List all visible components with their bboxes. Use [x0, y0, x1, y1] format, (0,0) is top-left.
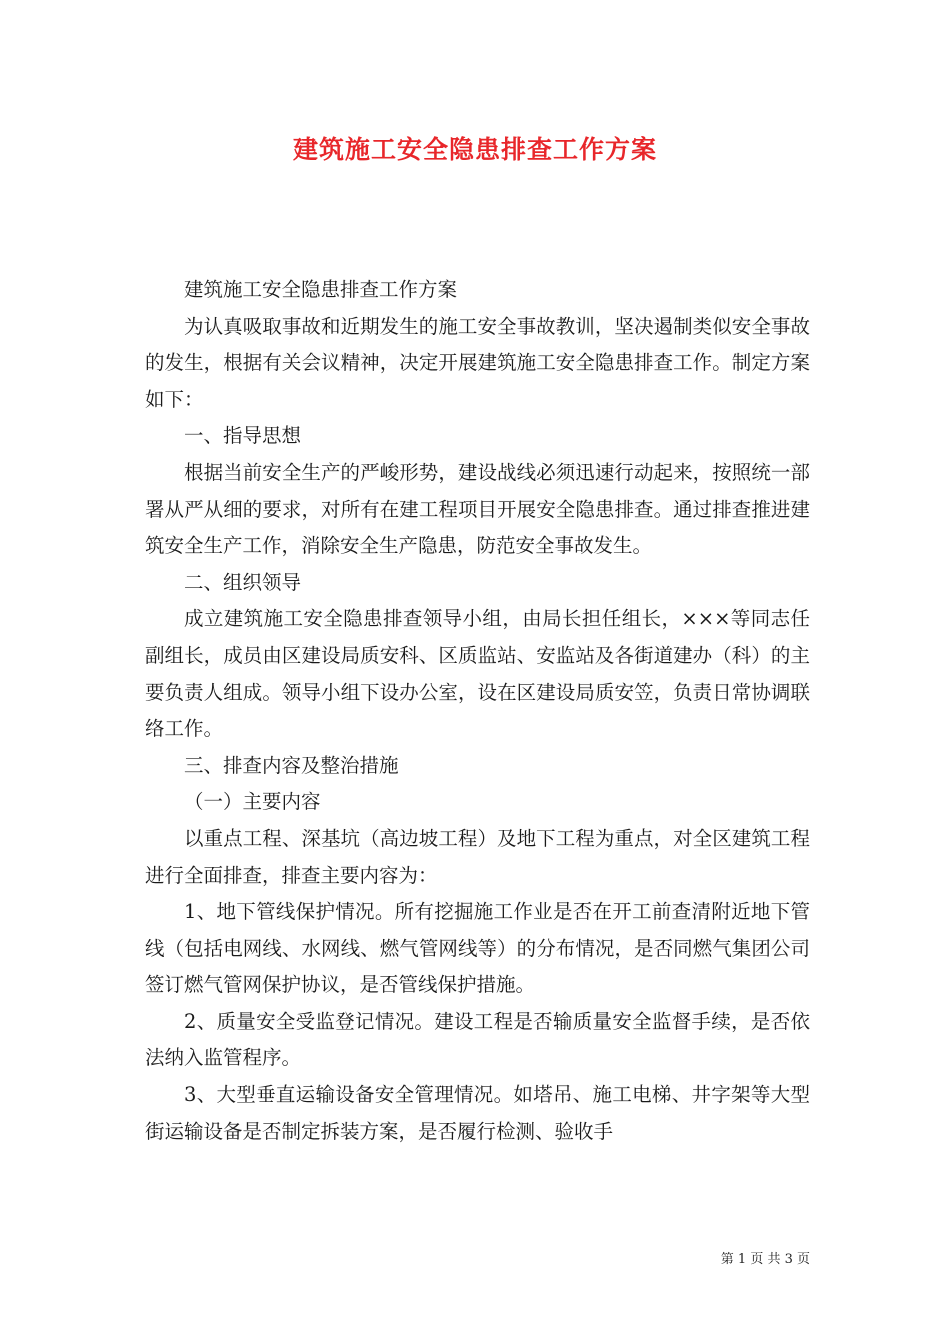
list-item-equipment: 3、大型垂直运输设备安全管理情况。如塔吊、施工电梯、井字架等大型街运输设备是否制定拆装方案，是否履行检测、验收手: [145, 1083, 810, 1143]
section-heading-inspection: 三、排查内容及整治措施: [184, 753, 399, 777]
subsection-heading-main-content: （一）主要内容: [184, 790, 321, 814]
paragraph-organization: 成立建筑施工安全隐患排查领导小组，由局长担任组长，×××等同志任副组长，成员由区建设局质安科、区质监站、安监站及各街道建办（科）的主要负责人组成。领导小组下设办公室，设在区建设局质安笠，负责日常协调联络工作。: [145, 607, 810, 741]
paragraph-intro: 为认真吸取事故和近期发生的施工安全事故教训，坚决遏制类似安全事故的发生，根据有关会议精神，决定开展建筑施工安全隐患排查工作。制定方案如下：: [145, 314, 810, 411]
paragraph-guiding-ideology: 根据当前安全生产的严峻形势，建设战线必须迅速行动起来，按照统一部署从严从细的要求，对所有在建工程项目开展安全隐患排查。通过排查推进建筑安全生产工作，消除安全生产隐患，防范安全事故发生。: [145, 460, 810, 558]
section-heading-guiding-ideology: 一、指导思想: [184, 424, 302, 448]
section-heading-organization: 二、组织领导: [184, 570, 302, 594]
paragraph-scope: 以重点工程、深基坑（高边坡工程）及地下工程为重点，对全区建筑工程进行全面排查，排查主要内容为：: [145, 826, 810, 887]
document-title: 建筑施工安全隐患排查工作方案: [292, 135, 657, 164]
list-item-supervision: 2、质量安全受监登记情况。建设工程是否输质量安全监督手续，是否依法纳入监管程序。: [145, 1009, 810, 1070]
document-body: [145, 272, 810, 1150]
paragraph-heading: 建筑施工安全隐患排查工作方案: [184, 278, 458, 301]
list-item-pipelines: 1、地下管线保护情况。所有挖掘施工作业是否在开工前查清附近地下管线（包括电网线、水网线、燃气管网线等）的分布情况，是否同燃气集团公司签订燃气管网保护协议，是否管线保护措施。: [145, 900, 810, 997]
page-number: 第 1 页 共 3 页: [720, 1252, 810, 1267]
